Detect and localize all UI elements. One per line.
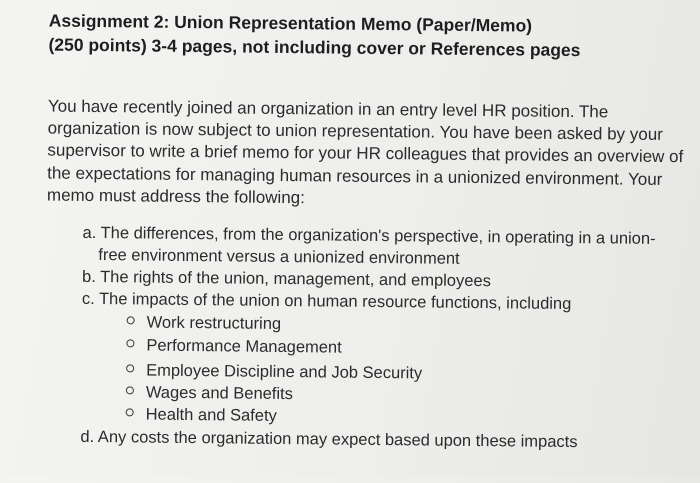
hollow-circle-bullet-icon [126, 408, 134, 416]
sub-item-label: Wages and Benefits [145, 383, 294, 404]
sub-item-label: Employee Discipline and Job Security [146, 361, 423, 383]
sub-item-label: Work restructuring [146, 313, 282, 333]
intro-line-5: memo must address the following: [46, 185, 306, 208]
list-item-a-line1: a. The differences, from the organization's perspective, in operating in a union- [82, 223, 656, 248]
list-item-b: b. The rights of the union, management, and employees [82, 267, 491, 291]
hollow-circle-bullet-icon [126, 386, 134, 394]
intro-paragraph [47, 96, 684, 214]
list-item-c: c. The impacts of the union on human resource functions, including [81, 289, 572, 313]
assignment-title-line1: Assignment 2: Union Representation Memo (Paper/Memo) [48, 10, 533, 36]
list-item-d: d. Any costs the organization may expect based upon these impacts [80, 427, 578, 452]
intro-line-1: You have recently joined an organization in an entry level HR position. The [47, 96, 609, 122]
sub-item-work-restructuring [127, 312, 282, 335]
sub-item-label: Health and Safety [145, 405, 277, 425]
list-item-a [82, 223, 655, 272]
intro-line-2: organization is now subject to union representation. You have been asked by your [47, 118, 663, 145]
list-item-a-line2: free environment versus a unionized environment [98, 245, 460, 268]
sub-item-health-safety [126, 404, 277, 427]
hollow-circle-bullet-icon [127, 316, 135, 324]
sub-item-employee-discipline [126, 360, 422, 385]
hollow-circle-bullet-icon [126, 339, 134, 347]
sub-item-performance-management [126, 335, 342, 359]
assignment-title [48, 9, 580, 63]
sub-item-wages-benefits [126, 382, 293, 405]
intro-line-4: the expectations for managing human resources in a unionized environment. Your [47, 163, 663, 189]
sub-item-label: Performance Management [146, 336, 342, 357]
assignment-title-line2: (250 points) 3-4 pages, not including cover or References pages [48, 34, 581, 61]
intro-line-3: supervisor to write a brief memo for your HR colleagues that provides an overview of [47, 140, 684, 167]
hollow-circle-bullet-icon [126, 364, 134, 372]
